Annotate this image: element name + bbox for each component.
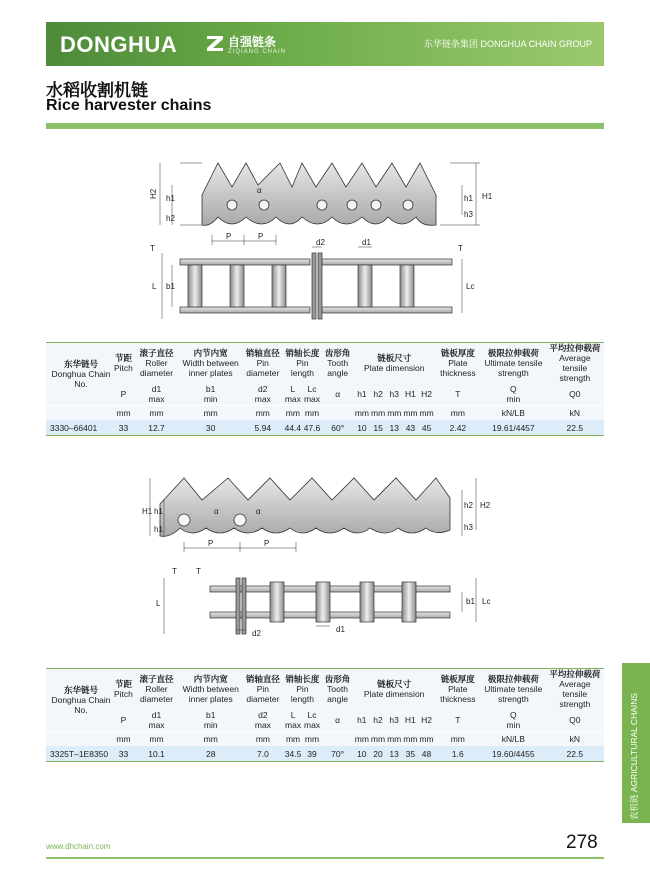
dim-h1: h1 bbox=[154, 507, 163, 516]
cell: 13 bbox=[386, 420, 402, 436]
sym-Q0: Q0 bbox=[546, 383, 604, 406]
th-roller: 滚子直径 Roller diameter bbox=[134, 343, 179, 384]
unit-T: mm bbox=[435, 406, 481, 421]
cell: 48 bbox=[418, 746, 434, 762]
unit-b1: mm bbox=[179, 406, 242, 421]
pin-hole bbox=[371, 200, 381, 210]
sym-Lc: Lc max bbox=[303, 384, 320, 404]
sym-H1: H1 bbox=[402, 709, 418, 732]
sym-H2: H2 bbox=[418, 709, 434, 732]
cell: 47.6 bbox=[302, 420, 321, 436]
title-divider bbox=[46, 123, 604, 129]
sym-P: P bbox=[113, 709, 134, 732]
sym-h1: h1 bbox=[354, 383, 370, 406]
pin-hole bbox=[234, 514, 246, 526]
sym-T: T bbox=[435, 709, 481, 732]
cell: 70° bbox=[321, 746, 353, 762]
sym-h3: h3 bbox=[386, 709, 402, 732]
cell: 15 bbox=[370, 420, 386, 436]
cell: 19.61/4457 bbox=[481, 420, 546, 436]
footer-divider bbox=[46, 857, 604, 859]
page-header bbox=[46, 22, 604, 66]
cell: 20 bbox=[370, 746, 386, 762]
th-thickness: 链板厚度 Plate thickness bbox=[435, 343, 481, 384]
unit-T: mm bbox=[435, 732, 481, 747]
dim-h3: h3 bbox=[464, 210, 473, 219]
th-plate: 链板尺寸 Plate dimension bbox=[354, 343, 435, 384]
unit-L: mm bbox=[283, 732, 302, 747]
th-pin-dia: 销轴直径 Pin diameter bbox=[242, 343, 283, 384]
dim-b1: b1 bbox=[466, 597, 475, 606]
th-pin-len: 销轴长度 Pin length bbox=[283, 669, 321, 710]
dim-T: T bbox=[150, 244, 155, 253]
dim-H2: H2 bbox=[480, 501, 491, 510]
cell: 22.5 bbox=[546, 420, 604, 436]
dim-d2: d2 bbox=[252, 629, 261, 638]
cell: 43 bbox=[402, 420, 418, 436]
sym-d1: d1 max bbox=[134, 383, 179, 406]
th-pin-len: 销轴长度 Pin length bbox=[283, 343, 321, 384]
cell-chain-no: 3330–66401 bbox=[46, 420, 113, 436]
sym-b1: b1 min bbox=[179, 709, 242, 732]
sym-L: L max bbox=[284, 384, 301, 404]
sym-L: L max bbox=[285, 710, 302, 730]
th-plate: 链板尺寸 Plate dimension bbox=[354, 669, 435, 710]
dim-H1: H1 bbox=[482, 192, 493, 201]
chain-side-view-1 bbox=[202, 163, 436, 225]
cell: 60° bbox=[322, 420, 354, 436]
cell: 12.7 bbox=[134, 420, 179, 436]
dim-T-right: T bbox=[458, 244, 463, 253]
spec-table-2 bbox=[46, 668, 604, 762]
cell: 35 bbox=[402, 746, 418, 762]
th-ultimate: 极限拉伸载荷 Ultimate tensile strength bbox=[481, 669, 546, 710]
sym-d2: d2 max bbox=[242, 383, 283, 406]
th-pitch: 节距 Pitch bbox=[113, 343, 134, 384]
table-row bbox=[46, 746, 604, 762]
cell: 44.4 bbox=[283, 420, 302, 436]
pin-hole bbox=[227, 200, 237, 210]
cell: 10 bbox=[354, 746, 370, 762]
title-cn: 水稻收割机链 bbox=[46, 81, 148, 100]
chain-top-view-2 bbox=[210, 578, 450, 634]
title-en: Rice harvester chains bbox=[46, 97, 212, 114]
th-chain-no: 东华链号 Donghua Chain No. bbox=[46, 343, 113, 406]
dim-d2: d2 bbox=[316, 238, 325, 247]
unit-L: mm bbox=[283, 406, 302, 421]
dim-Lc: Lc bbox=[466, 282, 475, 291]
cell: 30 bbox=[179, 420, 242, 436]
cell-chain-no: 3325T–1E8350 bbox=[46, 746, 113, 762]
dim-alpha: α bbox=[257, 186, 262, 195]
sym-Q: Q min bbox=[481, 383, 546, 406]
dim-P-2: P bbox=[258, 232, 264, 241]
unit-Q0: kN bbox=[546, 406, 604, 421]
unit-P: mm bbox=[113, 406, 134, 421]
table-row bbox=[46, 420, 604, 436]
sym-T: T bbox=[435, 383, 481, 406]
unit-h2: mm bbox=[370, 406, 386, 421]
chain-diagram-2 bbox=[140, 470, 510, 645]
cell: 10 bbox=[354, 420, 370, 436]
th-width: 内节内宽 Width between inner plates bbox=[179, 343, 242, 384]
sym-h1: h1 bbox=[354, 709, 370, 732]
dim-H1: H1 bbox=[142, 507, 153, 516]
unit-Lc: mm bbox=[303, 732, 322, 747]
unit-Q: kN/LB bbox=[481, 732, 546, 747]
dim-T: T bbox=[172, 567, 177, 576]
unit-d1: mm bbox=[134, 406, 179, 421]
ziqiang-logo-icon bbox=[206, 34, 224, 52]
brand-logo: DONGHUA bbox=[60, 32, 178, 57]
th-width: 内节内宽 Width between inner plates bbox=[179, 669, 242, 710]
th-tooth: 齿形角 Tooth angle bbox=[322, 343, 354, 384]
dim-h2: h2 bbox=[464, 501, 473, 510]
dim-L: L bbox=[156, 599, 161, 608]
dim-alpha-2: α bbox=[256, 507, 261, 516]
unit-h2: mm bbox=[370, 732, 386, 747]
cell: 28 bbox=[179, 746, 242, 762]
dim-T-2: T bbox=[196, 567, 201, 576]
unit-Lc: mm bbox=[302, 406, 321, 421]
sym-Q0: Q0 bbox=[546, 709, 604, 732]
chain-diagram-1 bbox=[140, 155, 510, 325]
unit-H1: mm bbox=[402, 732, 418, 747]
pin-hole bbox=[178, 514, 190, 526]
dim-b1: b1 bbox=[166, 282, 175, 291]
brand-sub: ZIQIANG CHAIN bbox=[228, 49, 287, 55]
dim-P: P bbox=[208, 539, 214, 548]
dim-L: L bbox=[152, 282, 157, 291]
dim-h1: h1 bbox=[166, 194, 175, 203]
unit-H2: mm bbox=[418, 732, 434, 747]
unit-Q0: kN bbox=[546, 732, 604, 747]
pin-hole bbox=[403, 200, 413, 210]
th-chain-no: 东华链号 Donghua Chain No. bbox=[46, 669, 113, 732]
unit-b1: mm bbox=[179, 732, 242, 747]
sym-Q: Q min bbox=[481, 709, 546, 732]
sym-h3: h3 bbox=[386, 383, 402, 406]
dim-h3: h3 bbox=[464, 523, 473, 532]
unit-P: mm bbox=[113, 732, 134, 747]
cell: 33 bbox=[113, 746, 134, 762]
cell: 45 bbox=[419, 420, 435, 436]
brand-cn: 自强链条 bbox=[228, 35, 277, 49]
th-tooth: 齿形角 Tooth angle bbox=[321, 669, 353, 710]
th-pin-dia: 销轴直径 Pin diameter bbox=[242, 669, 283, 710]
sym-P: P bbox=[113, 383, 134, 406]
cell: 1.6 bbox=[435, 746, 481, 762]
cell: 19.60/4455 bbox=[481, 746, 546, 762]
pin-hole bbox=[347, 200, 357, 210]
sym-b1: b1 min bbox=[179, 383, 242, 406]
th-thickness: 链板厚度 Plate thickness bbox=[435, 669, 481, 710]
sym-h2: h2 bbox=[370, 709, 386, 732]
chain-side-view-2 bbox=[160, 478, 450, 536]
cell: 7.0 bbox=[242, 746, 283, 762]
dim-h2: h2 bbox=[166, 214, 175, 223]
section-tab-label: 农机链 AGRICULTURAL CHAINS bbox=[629, 692, 639, 820]
unit-d2: mm bbox=[242, 406, 283, 421]
cell: 39 bbox=[303, 746, 322, 762]
sym-d1: d1 max bbox=[134, 709, 179, 732]
th-ultimate: 极限拉伸载荷 Ultimate tensile strength bbox=[481, 343, 546, 384]
sym-h2: h2 bbox=[370, 383, 386, 406]
group-name: 东华链条集团 DONGHUA CHAIN GROUP bbox=[423, 39, 592, 49]
dim-H2: H2 bbox=[149, 188, 158, 199]
chain-top-view-1 bbox=[180, 253, 452, 319]
dim-d1: d1 bbox=[336, 625, 345, 634]
pin-hole bbox=[317, 200, 327, 210]
unit-H2: mm bbox=[419, 406, 435, 421]
sym-Lc: Lc max bbox=[303, 710, 321, 730]
unit-d2: mm bbox=[242, 732, 283, 747]
footer-url: www.dhchain.com bbox=[46, 842, 111, 851]
page-number: 278 bbox=[566, 832, 598, 853]
sym-alpha: α bbox=[322, 383, 354, 406]
th-roller: 滚子直径 Roller diameter bbox=[134, 669, 179, 710]
cell: 13 bbox=[386, 746, 402, 762]
unit-H1: mm bbox=[402, 406, 418, 421]
unit-Q: kN/LB bbox=[481, 406, 546, 421]
cell: 34.5 bbox=[283, 746, 302, 762]
unit-h3: mm bbox=[386, 406, 402, 421]
sym-d2: d2 max bbox=[242, 709, 283, 732]
cell: 2.42 bbox=[435, 420, 481, 436]
sym-H1: H1 bbox=[402, 383, 418, 406]
sym-alpha: α bbox=[321, 709, 353, 732]
spec-table-1 bbox=[46, 342, 604, 436]
cell: 33 bbox=[113, 420, 134, 436]
unit-h1: mm bbox=[354, 732, 370, 747]
dim-P: P bbox=[226, 232, 232, 241]
dim-P-2: P bbox=[264, 539, 270, 548]
th-average: 平均拉伸载荷 Average tensile strength bbox=[546, 343, 604, 384]
dim-d1: d1 bbox=[362, 238, 371, 247]
dim-Lc: Lc bbox=[482, 597, 491, 606]
unit-d1: mm bbox=[134, 732, 179, 747]
th-pitch: 节距 Pitch bbox=[113, 669, 134, 710]
dim-h1-b: h1 bbox=[154, 525, 163, 534]
pin-hole bbox=[259, 200, 269, 210]
cell: 22.5 bbox=[546, 746, 604, 762]
unit-h3: mm bbox=[386, 732, 402, 747]
sym-H2: H2 bbox=[419, 383, 435, 406]
unit-h1: mm bbox=[354, 406, 370, 421]
dim-alpha: α bbox=[214, 507, 219, 516]
dim-h1-right: h1 bbox=[464, 194, 473, 203]
cell: 10.1 bbox=[134, 746, 179, 762]
cell: 5.94 bbox=[242, 420, 283, 436]
th-average: 平均拉伸载荷 Average tensile strength bbox=[546, 669, 604, 710]
